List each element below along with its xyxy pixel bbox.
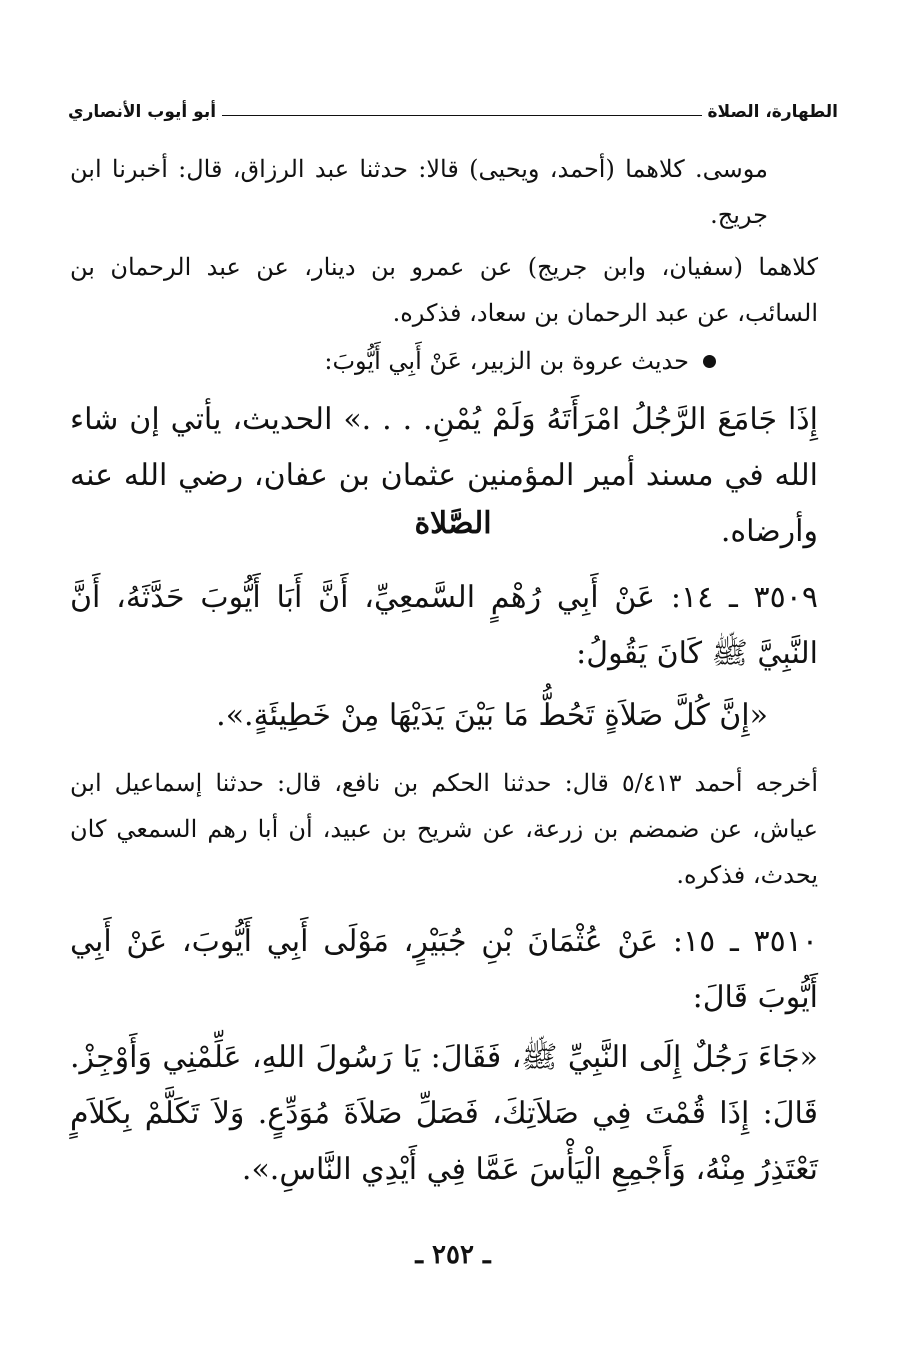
section-heading: الصَّلاة bbox=[414, 506, 492, 541]
bullet-item bbox=[70, 338, 716, 384]
hadith-3509-takhrij: أخرجه أحمد ٥/٤١٣ قال: حدثنا الحكم بن نافع، قال: حدثنا إسماعيل ابن عياش، عن ضمضم بن زرعة، عن شريح بن عبيد، أن أبا رهم السمعي كان يحدث، فذكره. bbox=[70, 769, 818, 889]
paragraph-chain-sources: كلاهما (سفيان، وابن جريج) عن عمرو بن دينار، عن عبد الرحمان بن السائب، عن عبد الرحمان بن سعاد، فذكره. bbox=[70, 253, 818, 327]
header-book-title: أبو أيوب الأنصاري bbox=[68, 102, 217, 122]
paragraph-chain-continuation: موسى. كلاهما (أحمد، ويحيى) قالا: حدثنا عبد الرزاق، قال: أخبرنا ابن جريج. bbox=[70, 155, 768, 229]
hadith-3510-text: «جَاءَ رَجُلٌ إِلَى النَّبِيِّ ﷺ، فَقَالَ: يَا رَسُولَ اللهِ، عَلِّمْنِي وَأَوْجِزْ. قَالَ: إِذَا قُمْتَ فِي صَلاَتِكَ، فَصَلِّ صَلاَةَ مُوَدِّعٍ. وَلاَ تَكَلَّمْ بِكَلاَمٍ تَعْتَذِرُ مِنْهُ، وَأَجْمِعِ الْيَأْسَ عَمَّا فِي أَيْدِي النَّاسِ.». bbox=[70, 1040, 818, 1187]
bullet-text: حديث عروة بن الزبير، عَنْ أَبِي أَيُّوبَ: bbox=[324, 347, 689, 375]
header-chapter-title: الطهارة، الصلاة bbox=[707, 102, 838, 122]
bullet-icon bbox=[703, 355, 716, 368]
hadith-3509-chain: ٣٥٠٩ ـ ١٤: عَنْ أَبِي رُهْمٍ السَّمعِيِّ، أَنَّ أَبَا أَيُّوبَ حَدَّثَهُ، أَنَّ النَّبِيَّ ﷺ كَانَ يَقُولُ: bbox=[70, 580, 818, 671]
running-header bbox=[68, 92, 838, 122]
page-number: ـ ٢٥٢ ـ bbox=[415, 1240, 491, 1270]
hadith-reference-paragraph: إِذَا جَامَعَ الرَّجُلُ امْرَأَتَهُ وَلَمْ يُمْنِ. . . .» الحديث، يأتي إن شاء الله في مسند أمير المؤمنين عثمان بن عفان، رضي الله عنه وأرضاه. bbox=[70, 402, 818, 549]
hadith-3509-text: «إِنَّ كُلَّ صَلاَةٍ تَحُطُّ مَا بَيْنَ يَدَيْهَا مِنْ خَطِيئَةٍ.». bbox=[216, 698, 768, 733]
header-rule bbox=[222, 115, 701, 116]
hadith-3510-chain: ٣٥١٠ ـ ١٥: عَنْ عُثْمَانَ بْنِ جُبَيْرٍ، مَوْلَى أَبِي أَيُّوبَ، عَنْ أَبِي أَيُّوبَ قَالَ: bbox=[70, 924, 818, 1015]
